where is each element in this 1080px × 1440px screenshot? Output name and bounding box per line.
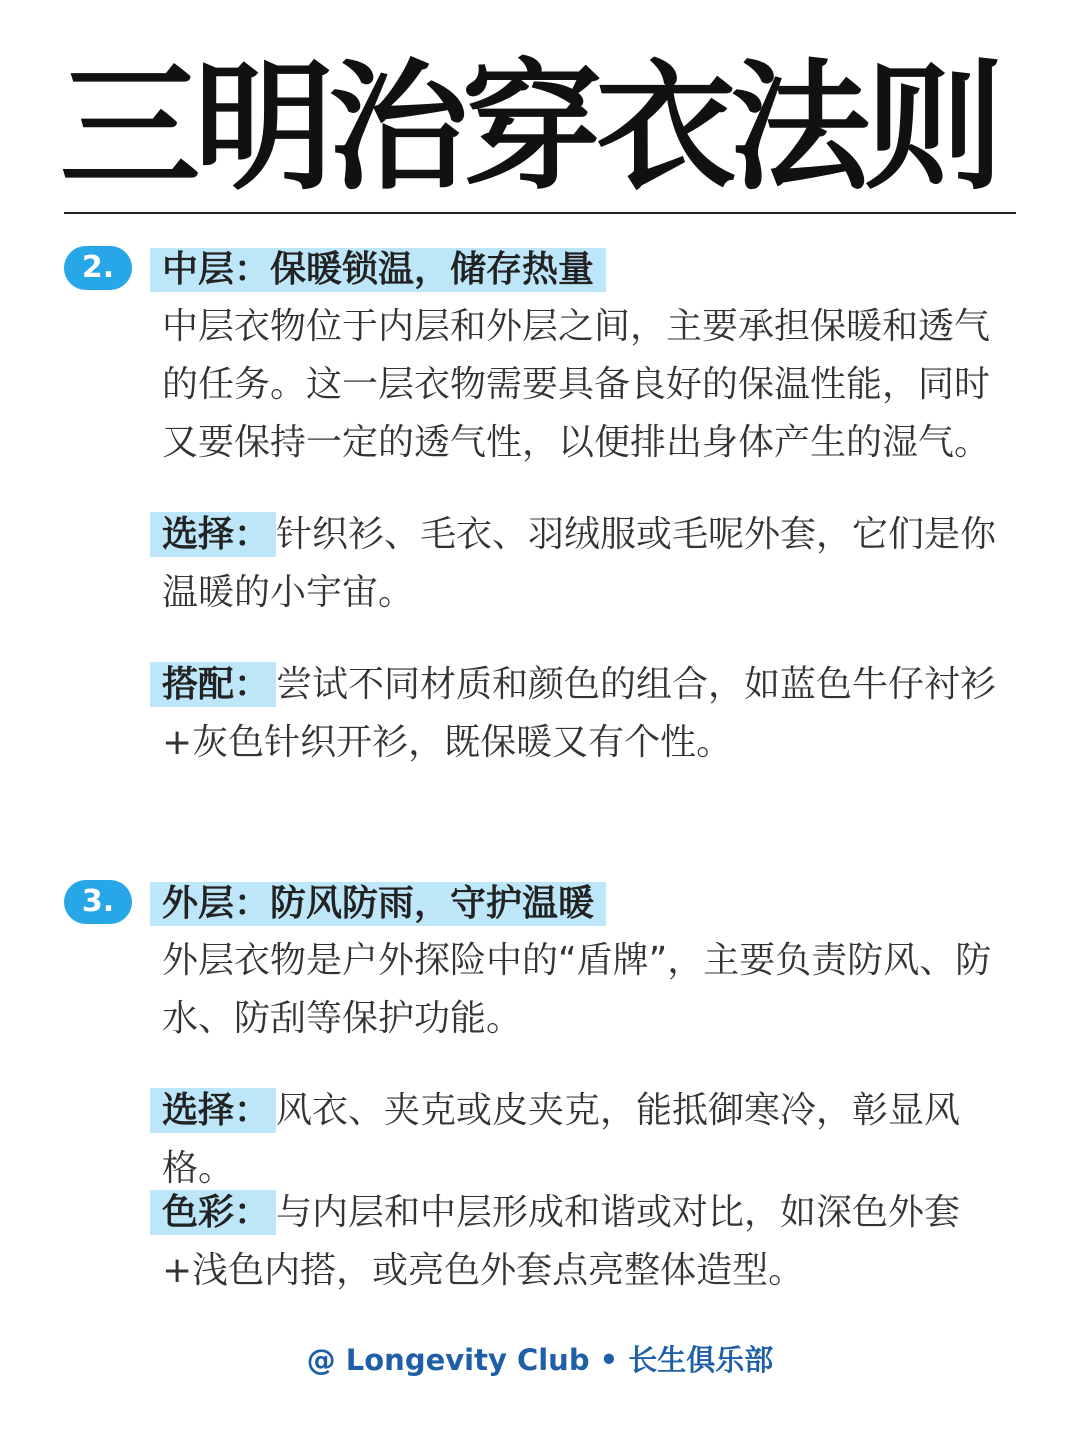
tip-label: 色彩： xyxy=(150,1190,276,1235)
section-heading: 外层：防风防雨，守护温暖 xyxy=(150,882,606,926)
section-body: 中层衣物位于内层和外层之间，主要承担保暖和透气的任务。这一层衣物需要具备良好的保温性能，同时又要保持一定的透气性，以便排出身体产生的湿气。 xyxy=(162,306,991,463)
tip-label: 选择： xyxy=(150,1088,276,1133)
tip-paragraph xyxy=(162,656,1020,772)
section-body: 外层衣物是户外探险中的“盾牌”，主要负责防风、防水、防刮等保护功能。 xyxy=(162,940,992,1039)
section-heading: 中层：保暖锁温，储存热量 xyxy=(150,248,606,292)
section-number-badge: 3. xyxy=(64,880,132,924)
section-number-badge: 2. xyxy=(64,246,132,290)
page-title: 三明治穿衣法则 xyxy=(60,47,999,210)
tip-text: 风衣、夹克或皮夹克，能抵御寒冷，彰显风格。 xyxy=(162,1090,961,1189)
tip-label: 搭配： xyxy=(150,662,276,707)
tip-label: 选择： xyxy=(150,512,276,557)
tip-text: 针织衫、毛衣、羽绒服或毛呢外套，它们是你温暖的小宇宙。 xyxy=(162,514,997,613)
tip-paragraph xyxy=(162,506,1020,622)
tip-paragraph xyxy=(162,1184,1020,1300)
tip-paragraph xyxy=(162,1082,1020,1198)
title-divider xyxy=(64,212,1016,214)
tip-text: 尝试不同材质和颜色的组合，如蓝色牛仔衬衫+灰色针织开衫，既保暖又有个性。 xyxy=(162,664,997,763)
footer-credit: @ Longevity Club • 长生俱乐部 xyxy=(306,1343,774,1377)
tip-text: 与内层和中层形成和谐或对比，如深色外套+浅色内搭，或亮色外套点亮整体造型。 xyxy=(162,1192,961,1291)
